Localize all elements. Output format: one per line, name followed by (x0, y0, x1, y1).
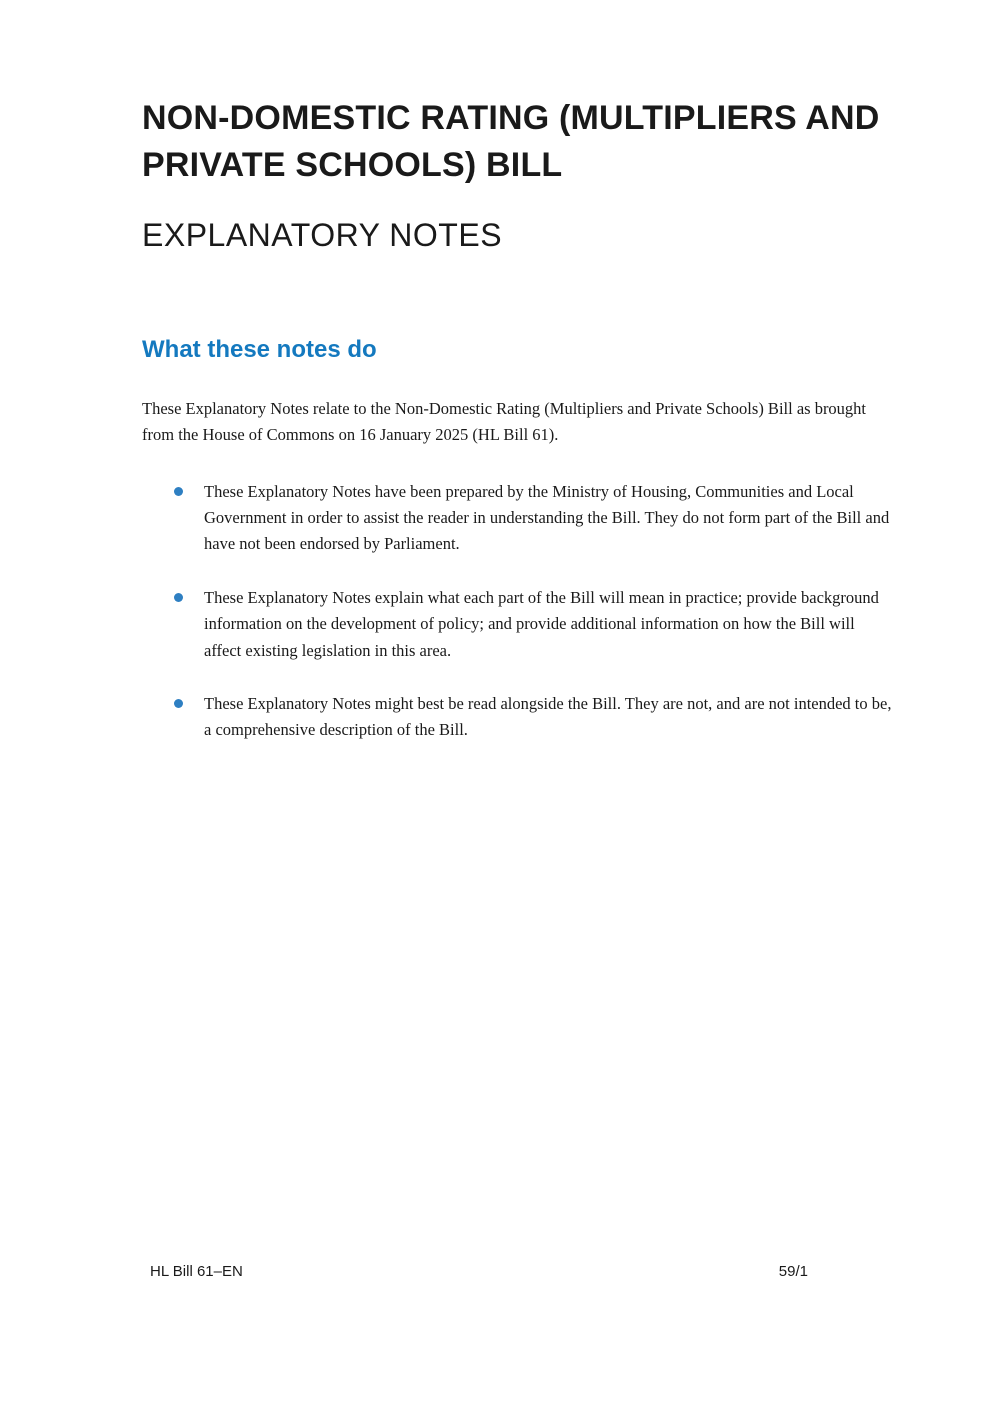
notes-bullet-list (142, 479, 895, 744)
list-item (142, 479, 895, 558)
footer-page-number: 59/1 (778, 1263, 808, 1280)
bullet-text: These Explanatory Notes have been prepared by the Ministry of Housing, Communities and Local Government in order to assist the reader in understanding the Bill. They do not form part of the Bill and have not been endorsed by Parliament. (204, 481, 890, 554)
bullet-icon (174, 487, 183, 496)
page-footer (150, 1263, 808, 1280)
intro-paragraph: These Explanatory Notes relate to the Non-Domestic Rating (Multipliers and Private Schools) Bill as brought from the House of Commons on 16 January 2025 (HL Bill 61). (142, 398, 867, 445)
list-item (142, 585, 895, 664)
page-content (142, 0, 895, 771)
footer-bill-reference: HL Bill 61–EN (150, 1263, 243, 1280)
bullet-icon (174, 593, 183, 602)
bullet-icon (174, 699, 183, 708)
list-item (142, 691, 895, 744)
bullet-text: These Explanatory Notes might best be read alongside the Bill. They are not, and are not intended to be, a comprehensive description of the Bill. (204, 693, 892, 740)
document-title: NON-DOMESTIC RATING (MULTIPLIERS AND PRIVATE SCHOOLS) BILL (142, 99, 880, 184)
document-subtitle: EXPLANATORY NOTES (142, 216, 503, 253)
section-heading-what-these-notes-do: What these notes do (142, 335, 377, 363)
bullet-text: These Explanatory Notes explain what each part of the Bill will mean in practice; provide background information on the development of policy; and provide additional information on how the Bill will affect existing legislation in this area. (204, 587, 879, 660)
